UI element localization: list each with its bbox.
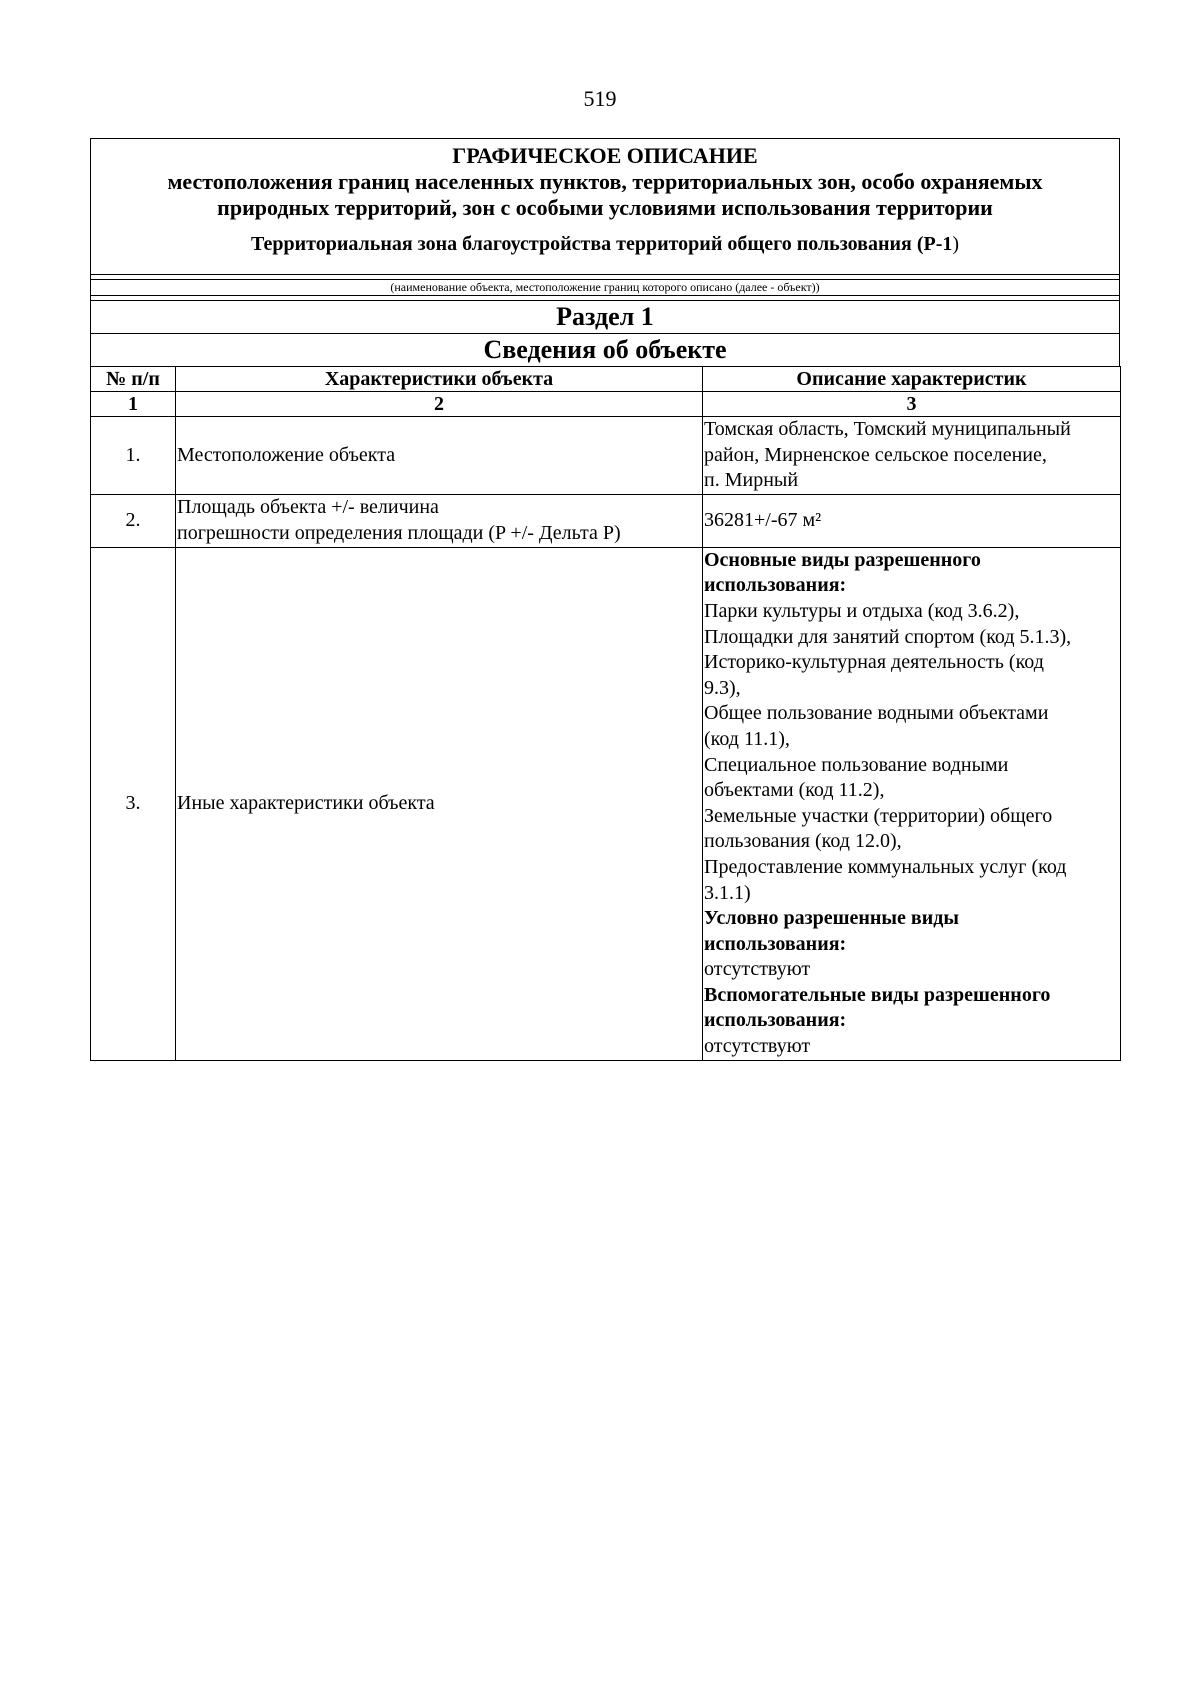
row-description [703, 547, 1121, 1060]
page-number: 519 [583, 86, 617, 111]
document-subtitle-line-1: местоположения границ населенных пунктов, территориальных зон, особо охраняемых [167, 169, 1043, 194]
document-title: ГРАФИЧЕСКОЕ ОПИСАНИЕ [452, 143, 758, 168]
table-row [91, 494, 1121, 547]
description-line: отсутствуют [704, 958, 811, 981]
description-line: объектами (код 11.2), [704, 779, 885, 802]
description-heading-line: использования: [704, 574, 847, 597]
description-heading-line: Вспомогательные виды разрешенного [704, 983, 1051, 1006]
column-header: Характеристики объекта [176, 367, 703, 392]
description-line: район, Мирненское сельское поселение, [704, 443, 1047, 466]
table-header-row [91, 367, 1121, 392]
row-description [703, 417, 1121, 495]
description-line: Предоставление коммунальных услуг (код [704, 855, 1067, 878]
characteristic-line: Площадь объекта +/- величина [177, 496, 439, 519]
object-name-bold: Территориальная зона благоустройства территорий общего пользования (Р-1 [250, 233, 953, 255]
object-info-table [90, 366, 1121, 1061]
column-number: 2 [176, 392, 703, 417]
description-heading-line: Условно разрешенные виды [704, 907, 959, 930]
description-line: Площадки для занятий спортом (код 5.1.3), [704, 625, 1072, 648]
column-header: Описание характеристик [703, 367, 1121, 392]
column-header: № п/п [91, 367, 176, 392]
section-title: Раздел 1 [90, 300, 1120, 333]
description-line: Земельные участки (территории) общего [704, 804, 1053, 827]
object-caption: (наименование объекта, местоположение границ которого описано (далее - объект)) [90, 279, 1120, 295]
description-heading-line: Основные виды разрешенного [704, 548, 981, 571]
description-line: Общее пользование водными объектами [704, 702, 1049, 725]
description-line: Специальное пользование водными [704, 753, 1009, 776]
description-heading-line: использования: [704, 932, 847, 955]
description-line: п. Мирный [704, 469, 799, 492]
section-subtitle: Сведения об объекте [90, 333, 1120, 366]
description-line: пользования (код 12.0), [704, 830, 902, 853]
table-row [91, 547, 1121, 1060]
description-line: отсутствуют [704, 1035, 811, 1058]
row-number: 2. [91, 494, 176, 547]
object-name [101, 231, 1109, 257]
table-column-number-row [91, 392, 1121, 417]
description-line: Парки культуры и отдыха (код 3.6.2), [704, 599, 1020, 622]
row-characteristic: Иные характеристики объекта [176, 547, 703, 1060]
characteristic-line: погрешности определения площади (P +/- Дельта P) [177, 521, 621, 544]
description-heading-line: использования: [704, 1009, 847, 1032]
row-number: 1. [91, 417, 176, 495]
description-line: Томская область, Томский муниципальный [704, 418, 1071, 440]
row-characteristic [176, 494, 703, 547]
table-row [91, 417, 1121, 495]
description-line: (код 11.1), [704, 727, 790, 750]
description-line: Историко-культурная деятельность (код [704, 651, 1044, 674]
document-subtitle-line-2: природных территорий, зон с особыми условиями использования территории [217, 195, 993, 220]
description-line: 3.1.1) [704, 881, 751, 904]
description-line: 9.3), [704, 676, 741, 699]
row-description: 36281+/-67 м² [703, 494, 1121, 547]
document-sheet [90, 138, 1120, 1061]
column-number: 1 [91, 392, 176, 417]
column-number: 3 [703, 392, 1121, 417]
document-header [90, 138, 1120, 274]
row-number: 3. [91, 547, 176, 1060]
object-name-tail: ) [952, 233, 960, 255]
row-characteristic: Местоположение объекта [176, 417, 703, 495]
